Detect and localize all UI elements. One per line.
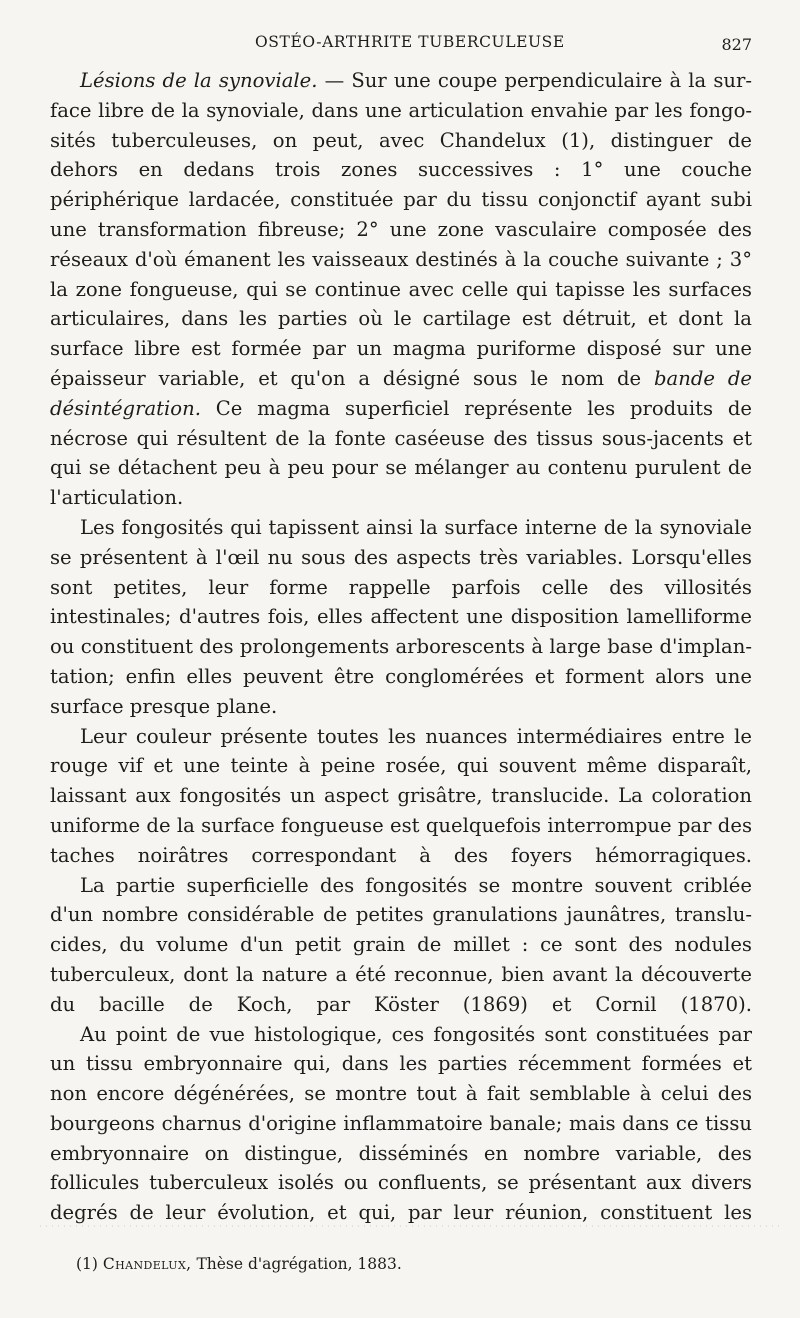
footnote-author: Chandelux,: [102, 1255, 192, 1273]
body-text: [50, 66, 752, 1228]
page-number: 827: [721, 35, 752, 54]
paragraph-lesions-synoviale: [50, 66, 752, 513]
footnote: [76, 1255, 402, 1273]
paragraph-text: Ce magma superficiel représente les produits de nécrose qui résultent de la fonte caséeuse des tissus sous-jacents et qui se détachent peu à peu pour se mélanger au contenu purulent de l'articulation.: [50, 396, 752, 510]
section-title: Lésions de la synoviale.: [80, 69, 318, 92]
page-header: [0, 33, 800, 59]
paragraph-text: — Sur une coupe perpendiculaire à la surface libre de la synoviale, dans une articulation envahie par les fongosités tuberculeuses, on peut, avec Chandelux (1), distinguer de dehors en dedans trois zones successives : 1° une couche périphérique lardacée, constituée par du tissu conjonctif ayant subi une transformation fibreuse; 2° une zone vasculaire composée des réseaux d'où émanent les vaisseaux destinés à la couche suivante ; 3° la zone fongueuse, qui se continue avec celle qui tapisse les surfaces articulaires, dans les parties où le cartilage est détruit, et dont la surface libre est formée par un magma puriforme disposé sur une épaisseur variable, et qu'on a désigné sous le nom de: [50, 69, 753, 390]
paragraph-couleur: Leur couleur présente toutes les nuances intermédiaires entre le rouge vif et une teinte à peine rosée, qui souvent même disparaît, laissant aux fongosités un aspect grisâtre, translucide. La coloration uniforme de la surface fongueuse est quelquefois interrompue par des taches noirâtres correspondant à des foyers hémorragiques.: [50, 724, 752, 867]
paragraph-partie-superficielle: La partie superficielle des fongosités se montre souvent criblée d'un nombre considérable de petites granulations jaunâtres, translucides, du volume d'un petit grain de millet : ce sont des nodules tuberculeux, dont la nature a été reconnue, bien avant la découverte du bacille de Koch, par Köster (1869) et Cornil (1870).: [50, 873, 752, 1016]
emphasis-term: bande de désintégration.: [50, 366, 752, 420]
footnote-text: Thèse d'agrégation, 1883.: [191, 1255, 402, 1273]
running-title: OSTÉO-ARTHRITE TUBERCULEUSE: [255, 33, 565, 51]
paragraph-fongosites: Les fongosités qui tapissent ainsi la surface interne de la synoviale se présentent à l'œil nu sous des aspects très variables. Lorsqu'elles sont petites, leur forme rappelle parfois celle des villosités intestinales; d'autres fois, elles affectent une disposition lamelliforme ou constituent des prolongements arborescents à large base d'implantation; enfin elles peuvent être conglomérées et forment alors une surface presque plane.: [50, 515, 752, 718]
footnote-marker: (1): [76, 1255, 98, 1273]
paragraph-histologie: Au point de vue histologique, ces fongosités sont constituées par un tissu embryonnaire qui, dans les parties récemment formées et non encore dégénérées, se montre tout à fait semblable à celui des bourgeons charnus d'origine inflammatoire banale; mais dans ce tissu embryonnaire on distingue, disséminés en nombre variable, des follicules tuberculeux isolés ou confluents, se présentant aux divers degrés de leur évolution, et qui, par leur réunion, constituent les: [50, 1022, 752, 1225]
footnote-separator: [0, 1225, 800, 1227]
